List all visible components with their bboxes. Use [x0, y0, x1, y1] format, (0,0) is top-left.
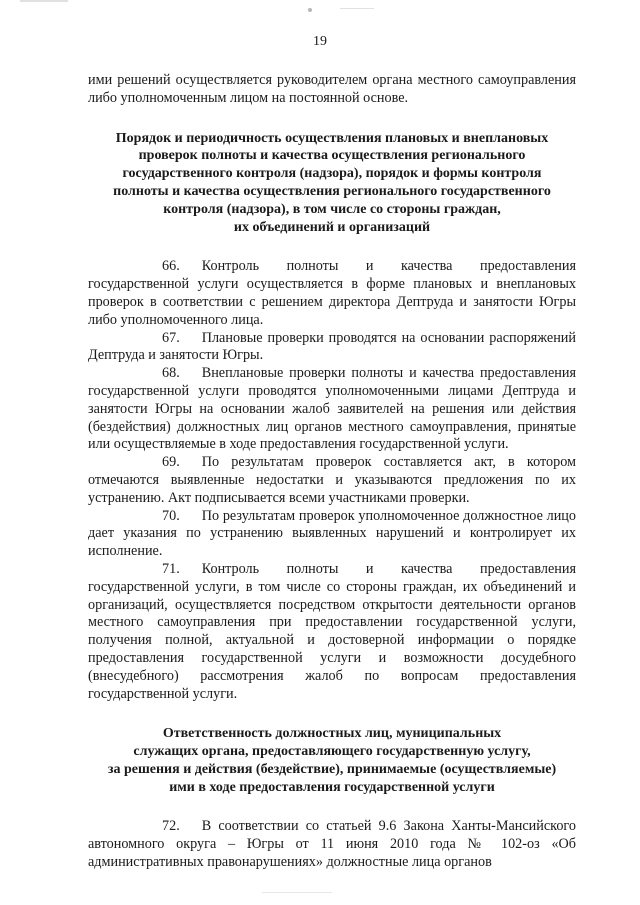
heading-line: государственного контроля (надзора), порядок и формы контроля — [122, 166, 542, 182]
heading-line: проверок полноты и качества осуществления регионального — [138, 148, 526, 164]
paragraph-text: Плановые проверки проводятся на основании распоряжений Дептруда и занятости Югры. — [88, 329, 576, 364]
heading-line: полноты и качества осуществления регионального государственного — [113, 183, 551, 199]
paragraph-number: 71. — [162, 560, 180, 577]
paragraph-number: 66. — [162, 258, 180, 275]
heading-line: Порядок и периодичность осуществления плановых и внеплановых — [115, 130, 549, 146]
paragraph-number: 68. — [162, 365, 180, 382]
paragraph-72 — [88, 818, 576, 871]
scan-artifact-top-right — [340, 8, 374, 9]
paragraph-text: Внеплановые проверки полноты и качества предоставления государственной услуги проводятся уполномоченными лицами Дептруда и занятости Югры на основании жалоб заявителей на решения или действия (бездействия) должностных лиц органов местного самоуправления, принятые или осуществляемые в ходе предоставления государственной услуги. — [88, 365, 576, 453]
paragraph-71 — [88, 561, 576, 703]
section-heading-officials-responsibility — [88, 725, 576, 796]
paragraph-text: В соответствии со статьей 9.6 Закона Ханты-Мансийского автономного округа – Югры от 11 июня 2010 года № 102-оз «Об административных правонарушениях» должностные лица органов — [88, 818, 576, 871]
scan-artifact-corner — [20, 0, 68, 2]
heading-line: контроля (надзора), в том числе со стороны граждан, — [163, 201, 501, 217]
paragraph-70 — [88, 508, 576, 561]
paragraph-text: По результатам проверок составляется акт, в котором отмечаются выявленные недостатки и указываются предложения по их устранению. Акт подписывается всеми участниками проверки. — [88, 454, 576, 506]
paragraph-68 — [88, 365, 576, 454]
heading-line: служащих органа, предоставляющего государственную услугу, — [133, 744, 531, 760]
paragraph-66 — [88, 258, 576, 329]
scan-artifact-top — [308, 8, 312, 12]
paragraph-69 — [88, 454, 576, 507]
heading-line: их объединений и организаций — [233, 219, 431, 235]
heading-line: за решения и действия (бездействие), принимаемые (осуществляемые) — [107, 761, 557, 777]
document-body — [88, 72, 576, 872]
paragraph-67 — [88, 330, 576, 366]
section-heading-control-procedure — [88, 130, 576, 237]
paragraph-number: 72. — [162, 818, 180, 835]
paragraph-number: 69. — [162, 454, 180, 471]
paragraph-text: Контроль полноты и качества предоставления государственной услуги осуществляется в форме плановых и внеплановых проверок в соответствии с решением директора Дептруда и занятости Югры либо уполномоченного лица. — [88, 258, 576, 328]
paragraph-text: По результатам проверок уполномоченное должностное лицо дает указания по устранению выявленных нарушений и контролирует их исполнение. — [88, 507, 576, 560]
paragraph-number: 67. — [162, 329, 180, 346]
page-number: 19 — [313, 34, 327, 49]
paragraph-text: Контроль полноты и качества предоставления государственной услуги, в том числе со стороны граждан, их объединений и организаций, осуществляется посредством открытости деятельности органов местного самоуправления при предоставлении государственной услуги, получения полной, актуальной и достоверной информации о порядке предоставления государственной услуги и возможности досудебного (внесудебного) рассмотрения жалоб по вопросам предоставления государственной услуги. — [88, 560, 576, 702]
scan-artifact-bottom — [262, 892, 332, 893]
intro-paragraph: ими решений осуществляется руководителем органа местного самоуправления либо уполномоченным лицом на постоянной основе. — [88, 72, 576, 106]
heading-line: Ответственность должностных лиц, муниципальных — [162, 726, 502, 742]
heading-line: ими в ходе предоставления государственной услуги — [169, 779, 495, 795]
paragraph-number: 70. — [162, 507, 180, 524]
